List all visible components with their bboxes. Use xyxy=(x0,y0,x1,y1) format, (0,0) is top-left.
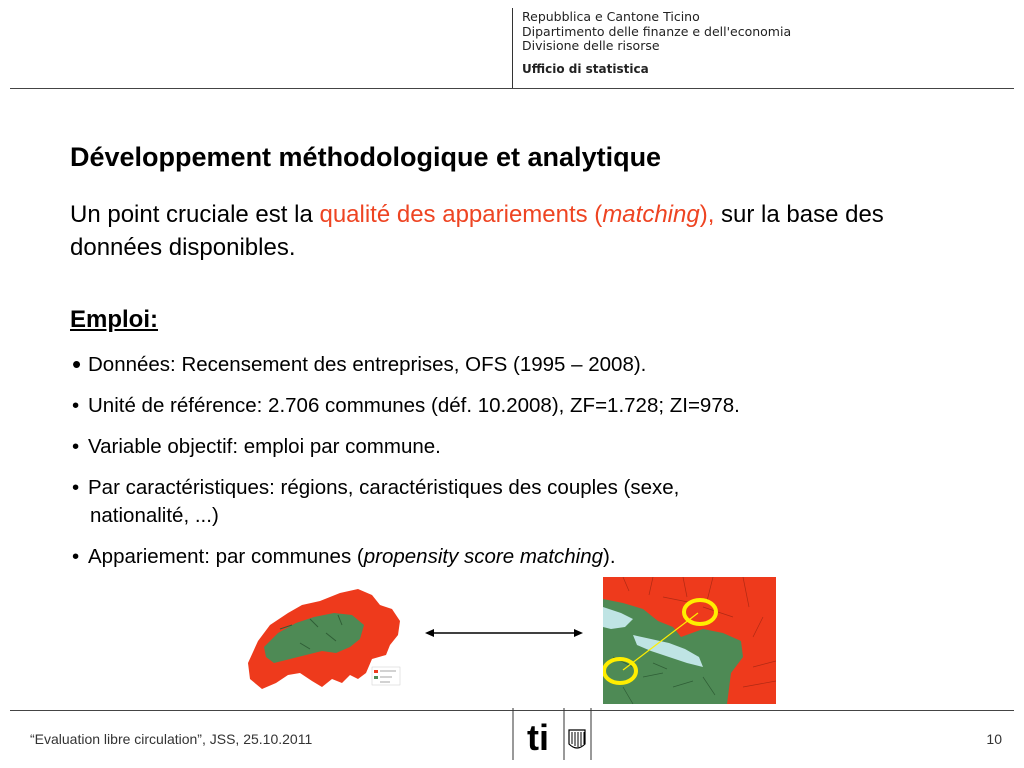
bullet-text-continued: nationalité, ...) xyxy=(90,504,219,527)
page-number: 10 xyxy=(986,731,1002,747)
bullet-text: Appariement: par communes ( xyxy=(88,545,364,568)
zoomed-matching-map-image xyxy=(603,577,776,704)
bullet-dot: • xyxy=(72,394,80,417)
header-line-division: Divisione delle risorse xyxy=(522,38,660,53)
bullet-item xyxy=(72,474,972,530)
double-arrow-icon xyxy=(424,626,584,640)
bullet-text-italic: propensity score matching xyxy=(363,545,604,568)
bullet-item xyxy=(72,392,972,420)
intro-text-start: Un point cruciale est la xyxy=(70,201,320,228)
bullet-item xyxy=(72,350,972,379)
bullet-list xyxy=(72,350,972,584)
bullet-text: Variable objectif: emploi par commune. xyxy=(88,435,441,458)
intro-highlight: qualité des appariements (matching), xyxy=(319,201,715,228)
ticino-logo xyxy=(512,708,592,760)
section-heading: Emploi: xyxy=(70,306,158,333)
header-line-department: Dipartimento delle finanze e dell'economia xyxy=(522,23,792,39)
intro-paragraph xyxy=(70,198,940,264)
intro-highlight-italic: matching xyxy=(602,201,700,228)
footer-caption: “Evaluation libre circulation”, JSS, 25.10.2011 xyxy=(30,731,313,747)
header-institution xyxy=(522,10,791,76)
bullet-dot: • xyxy=(72,349,82,379)
bullet-dot: • xyxy=(72,545,80,568)
bullet-text: Unité de référence: 2.706 communes (déf. 10.2008), ZF=1.728; ZI=978. xyxy=(88,394,740,417)
header-divider xyxy=(512,8,513,88)
switzerland-map-image xyxy=(240,583,412,695)
bullet-dot: • xyxy=(72,476,80,499)
slide-title: Développement méthodologique et analytique xyxy=(70,142,662,172)
bullet-text: Par caractéristiques: régions, caractéristiques des couples (sexe, xyxy=(88,476,680,499)
header-rule xyxy=(10,88,1014,89)
bullet-item xyxy=(72,433,972,461)
header-office: Ufficio di statistica xyxy=(522,61,649,76)
bullet-text: Données: Recensement des entreprises, OFS (1995 – 2008). xyxy=(88,353,647,376)
bullet-text-end: ). xyxy=(603,545,616,568)
bullet-dot: • xyxy=(72,435,80,458)
ti-logo-text: ti xyxy=(527,717,549,758)
intro-text-end: sur la base des données disponibles. xyxy=(70,201,884,261)
bullet-item xyxy=(72,543,972,571)
header-line-canton: Repubblica e Cantone Ticino xyxy=(522,9,700,24)
